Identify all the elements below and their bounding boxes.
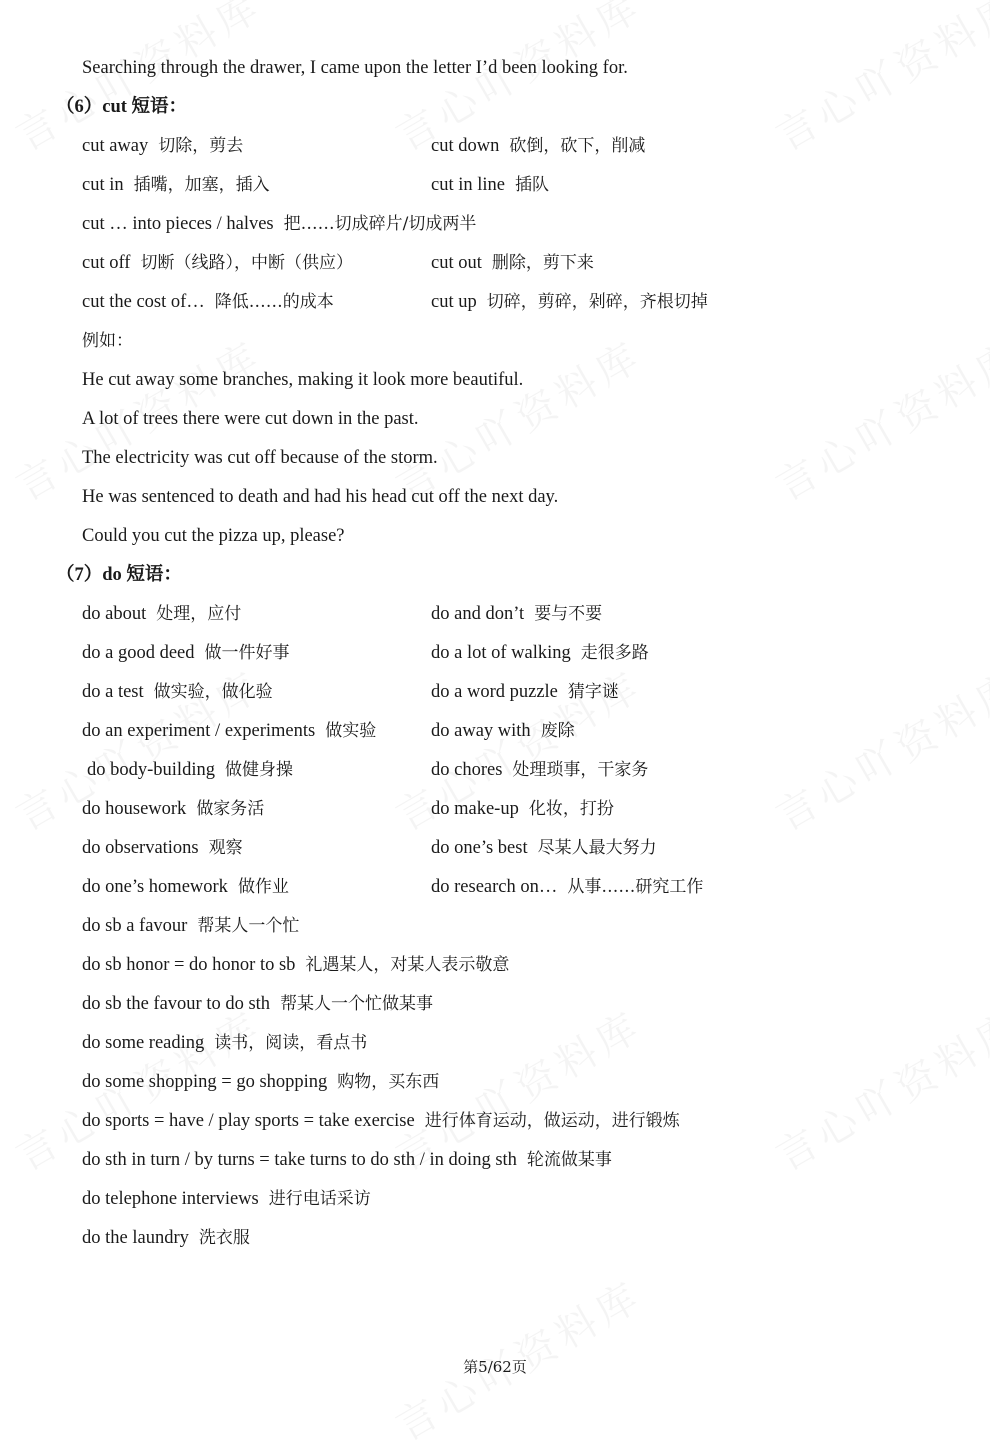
phrase-en: do one’s homework	[82, 877, 228, 897]
phrase-entry	[431, 134, 645, 158]
phrase-zh: 要与不要	[534, 604, 603, 624]
phrase-entry	[431, 680, 619, 704]
phrase-entry	[82, 134, 243, 158]
phrase-en: do research on…	[431, 877, 558, 897]
phrase-entry	[431, 719, 575, 743]
phrase-en: do body-building	[87, 760, 215, 780]
phrase-en: cut up	[431, 292, 477, 312]
phrase-zh: 降低……的成本	[214, 292, 334, 312]
phrase-zh: 做家务活	[196, 799, 265, 819]
phrase-entry	[82, 1226, 250, 1250]
phrase-en: do a word puzzle	[431, 682, 558, 702]
phrase-en: do telephone interviews	[82, 1189, 259, 1209]
phrase-zh: 读书，阅读，看点书	[214, 1033, 368, 1053]
watermark	[764, 655, 990, 842]
phrase-entry	[82, 173, 270, 197]
phrase-en: cut the cost of…	[82, 292, 205, 312]
phrase-zh: 切碎，剪碎，剁碎，齐根切掉	[486, 292, 708, 312]
phrase-zh: 洗衣服	[198, 1228, 250, 1248]
phrase-zh: 切除，剪去	[158, 136, 244, 156]
phrase-zh: 进行体育运动，做运动，进行锻炼	[424, 1111, 680, 1131]
phrase-en: do observations	[82, 838, 199, 858]
phrase-zh: 购物，买东西	[337, 1072, 440, 1092]
phrase-zh: 做一件好事	[204, 643, 290, 663]
phrase-zh: 切断（线路），中断（供应）	[140, 253, 353, 273]
example-sentence: A lot of trees there were cut down in the past.	[82, 409, 419, 429]
phrase-zh: 废除	[540, 721, 575, 741]
phrase-en: do a lot of walking	[431, 643, 571, 663]
section-heading-cut: （6）cut 短语：	[56, 97, 188, 117]
phrase-en: cut down	[431, 136, 500, 156]
phrase-entry	[431, 836, 657, 860]
phrase-en: do and don’t	[431, 604, 525, 624]
phrase-entry	[82, 680, 273, 704]
phrase-zh: 处理，应付	[156, 604, 242, 624]
phrase-en: do a test	[82, 682, 144, 702]
phrase-entry	[82, 641, 290, 665]
phrase-entry	[87, 758, 293, 782]
phrase-entry	[82, 212, 476, 236]
phrase-en: do a good deed	[82, 643, 195, 663]
phrase-zh: 从事……研究工作	[567, 877, 704, 897]
phrase-zh: 帮某人一个忙做某事	[280, 994, 434, 1014]
phrase-entry	[431, 797, 614, 821]
phrase-entry	[431, 602, 602, 626]
phrase-zh: 进行电话采访	[268, 1189, 371, 1209]
phrase-entry	[82, 1031, 367, 1055]
phrase-entry	[431, 290, 708, 314]
phrase-en: do sb honor = do honor to sb	[82, 955, 296, 975]
phrase-en: do about	[82, 604, 147, 624]
phrase-en: do sb the favour to do sth	[82, 994, 271, 1014]
phrase-en: do some shopping = go shopping	[82, 1072, 328, 1092]
phrase-zh: 把……切成碎片/切成两半	[283, 214, 477, 234]
phrase-entry	[82, 251, 353, 275]
phrase-entry	[82, 719, 376, 743]
phrase-en: do chores	[431, 760, 503, 780]
watermark	[764, 325, 990, 512]
phrase-entry	[82, 1148, 612, 1172]
phrase-entry	[82, 1070, 439, 1094]
phrase-en: do housework	[82, 799, 187, 819]
example-label: 例如：	[82, 331, 133, 351]
phrase-en: cut out	[431, 253, 482, 273]
phrase-zh: 尽某人最大努力	[537, 838, 657, 858]
phrase-en: do some reading	[82, 1033, 205, 1053]
phrase-zh: 砍倒，砍下，削减	[509, 136, 646, 156]
phrase-entry	[82, 953, 509, 977]
phrase-entry	[82, 875, 289, 899]
phrase-zh: 做实验，做化验	[153, 682, 273, 702]
phrase-zh: 删除，剪下来	[491, 253, 594, 273]
phrase-en: cut … into pieces / halves	[82, 214, 274, 234]
example-sentence: Could you cut the pizza up, please?	[82, 526, 345, 546]
phrase-en: cut in	[82, 175, 124, 195]
phrase-zh: 走很多路	[580, 643, 649, 663]
phrase-en: do one’s best	[431, 838, 528, 858]
example-sentence: He was sentenced to death and had his head cut off the next day.	[82, 487, 559, 507]
watermark	[764, 0, 990, 162]
phrase-zh: 做作业	[237, 877, 289, 897]
phrase-entry	[82, 836, 243, 860]
phrase-en: cut away	[82, 136, 149, 156]
phrase-entry	[82, 1187, 371, 1211]
page-number: 第5/62页	[463, 1358, 527, 1376]
phrase-zh: 化妆，打扮	[528, 799, 614, 819]
phrase-entry	[82, 290, 334, 314]
phrase-en: do sth in turn / by turns = take turns to do sth / in doing sth	[82, 1150, 517, 1170]
phrase-en: do the laundry	[82, 1228, 189, 1248]
phrase-en: cut off	[82, 253, 131, 273]
phrase-entry	[82, 797, 264, 821]
phrase-zh: 观察	[208, 838, 243, 858]
phrase-entry	[431, 641, 649, 665]
phrase-entry	[82, 1109, 680, 1133]
phrase-en: do sports = have / play sports = take exercise	[82, 1111, 415, 1131]
phrase-zh: 插嘴，加塞，插入	[133, 175, 270, 195]
phrase-zh: 做健身操	[224, 760, 293, 780]
example-sentence: He cut away some branches, making it look more beautiful.	[82, 370, 524, 390]
intro-sentence: Searching through the drawer, I came upon the letter I’d been looking for.	[82, 58, 628, 78]
phrase-entry	[82, 992, 433, 1016]
phrase-zh: 礼遇某人，对某人表示敬意	[305, 955, 510, 975]
phrase-entry	[431, 173, 549, 197]
phrase-entry	[431, 875, 703, 899]
phrase-zh: 做实验	[325, 721, 377, 741]
phrase-entry	[82, 602, 241, 626]
phrase-zh: 猜字谜	[567, 682, 619, 702]
phrase-zh: 帮某人一个忙	[197, 916, 300, 936]
phrase-zh: 轮流做某事	[526, 1150, 612, 1170]
phrase-en: cut in line	[431, 175, 505, 195]
example-sentence: The electricity was cut off because of the storm.	[82, 448, 438, 468]
phrase-zh: 插队	[514, 175, 549, 195]
phrase-en: do sb a favour	[82, 916, 188, 936]
phrase-en: do an experiment / experiments	[82, 721, 316, 741]
watermark	[764, 995, 990, 1182]
phrase-entry	[431, 251, 594, 275]
phrase-entry	[82, 914, 299, 938]
phrase-en: do away with	[431, 721, 531, 741]
section-heading-do: （7）do 短语：	[56, 565, 182, 585]
phrase-entry	[431, 758, 648, 782]
phrase-zh: 处理琐事，干家务	[512, 760, 649, 780]
phrase-en: do make-up	[431, 799, 519, 819]
